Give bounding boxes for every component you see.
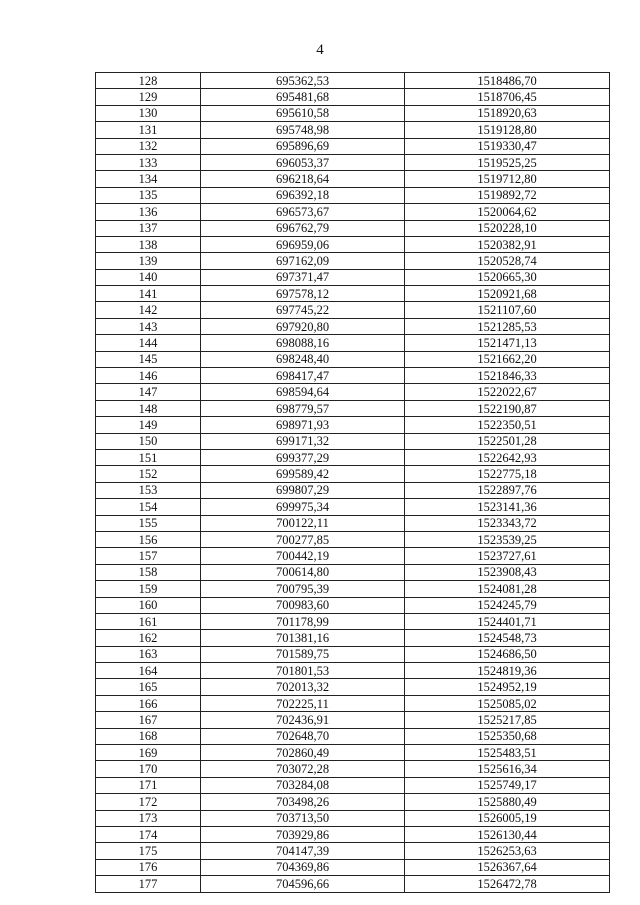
y-coordinate-cell: 1521662,20	[405, 351, 610, 367]
x-coordinate-cell: 696218,64	[201, 171, 405, 187]
table-row	[96, 761, 610, 777]
x-coordinate-cell: 698088,16	[201, 335, 405, 351]
point-number-cell: 136	[96, 204, 201, 220]
y-coordinate-cell: 1526253,63	[405, 843, 610, 859]
table-row	[96, 712, 610, 728]
table-row	[96, 73, 610, 89]
table-row	[96, 236, 610, 252]
point-number-cell: 138	[96, 236, 201, 252]
table-row	[96, 810, 610, 826]
point-number-cell: 140	[96, 269, 201, 285]
x-coordinate-cell: 699589,42	[201, 466, 405, 482]
y-coordinate-cell: 1520921,68	[405, 286, 610, 302]
y-coordinate-cell: 1520228,10	[405, 220, 610, 236]
point-number-cell: 149	[96, 417, 201, 433]
coordinates-table	[95, 72, 610, 893]
x-coordinate-cell: 701589,75	[201, 646, 405, 662]
x-coordinate-cell: 703929,86	[201, 826, 405, 842]
y-coordinate-cell: 1520528,74	[405, 253, 610, 269]
point-number-cell: 150	[96, 433, 201, 449]
x-coordinate-cell: 703072,28	[201, 761, 405, 777]
point-number-cell: 146	[96, 368, 201, 384]
x-coordinate-cell: 702860,49	[201, 745, 405, 761]
table-row	[96, 597, 610, 613]
point-number-cell: 164	[96, 663, 201, 679]
point-number-cell: 168	[96, 728, 201, 744]
table-row	[96, 89, 610, 105]
table-row	[96, 843, 610, 859]
point-number-cell: 176	[96, 859, 201, 875]
x-coordinate-cell: 700795,39	[201, 581, 405, 597]
point-number-cell: 128	[96, 73, 201, 89]
y-coordinate-cell: 1522775,18	[405, 466, 610, 482]
y-coordinate-cell: 1519712,80	[405, 171, 610, 187]
y-coordinate-cell: 1523539,25	[405, 531, 610, 547]
table-row	[96, 482, 610, 498]
coordinates-table-body	[96, 73, 610, 893]
x-coordinate-cell: 698248,40	[201, 351, 405, 367]
x-coordinate-cell: 703498,26	[201, 794, 405, 810]
table-row	[96, 138, 610, 154]
x-coordinate-cell: 698417,47	[201, 368, 405, 384]
x-coordinate-cell: 699975,34	[201, 499, 405, 515]
point-number-cell: 177	[96, 876, 201, 892]
table-row	[96, 105, 610, 121]
y-coordinate-cell: 1523727,61	[405, 548, 610, 564]
x-coordinate-cell: 704369,86	[201, 859, 405, 875]
page-number: 4	[316, 42, 324, 58]
table-row	[96, 515, 610, 531]
point-number-cell: 169	[96, 745, 201, 761]
y-coordinate-cell: 1524548,73	[405, 630, 610, 646]
y-coordinate-cell: 1525217,85	[405, 712, 610, 728]
table-row	[96, 794, 610, 810]
table-row	[96, 154, 610, 170]
point-number-cell: 147	[96, 384, 201, 400]
point-number-cell: 144	[96, 335, 201, 351]
x-coordinate-cell: 700442,19	[201, 548, 405, 564]
table-row	[96, 187, 610, 203]
point-number-cell: 151	[96, 449, 201, 465]
y-coordinate-cell: 1518706,45	[405, 89, 610, 105]
y-coordinate-cell: 1521285,53	[405, 318, 610, 334]
point-number-cell: 130	[96, 105, 201, 121]
x-coordinate-cell: 695748,98	[201, 122, 405, 138]
x-coordinate-cell: 704596,66	[201, 876, 405, 892]
point-number-cell: 143	[96, 318, 201, 334]
y-coordinate-cell: 1519330,47	[405, 138, 610, 154]
y-coordinate-cell: 1524081,28	[405, 581, 610, 597]
y-coordinate-cell: 1520665,30	[405, 269, 610, 285]
point-number-cell: 167	[96, 712, 201, 728]
table-row	[96, 777, 610, 793]
y-coordinate-cell: 1523141,36	[405, 499, 610, 515]
table-row	[96, 384, 610, 400]
y-coordinate-cell: 1526005,19	[405, 810, 610, 826]
point-number-cell: 173	[96, 810, 201, 826]
table-row	[96, 859, 610, 875]
x-coordinate-cell: 697162,09	[201, 253, 405, 269]
table-row	[96, 564, 610, 580]
x-coordinate-cell: 700277,85	[201, 531, 405, 547]
x-coordinate-cell: 696762,79	[201, 220, 405, 236]
y-coordinate-cell: 1519892,72	[405, 187, 610, 203]
table-row	[96, 499, 610, 515]
x-coordinate-cell: 700122,11	[201, 515, 405, 531]
y-coordinate-cell: 1522642,93	[405, 449, 610, 465]
point-number-cell: 166	[96, 695, 201, 711]
y-coordinate-cell: 1519525,25	[405, 154, 610, 170]
table-row	[96, 335, 610, 351]
y-coordinate-cell: 1526367,64	[405, 859, 610, 875]
table-row	[96, 548, 610, 564]
x-coordinate-cell: 700614,80	[201, 564, 405, 580]
table-row	[96, 466, 610, 482]
x-coordinate-cell: 695362,53	[201, 73, 405, 89]
x-coordinate-cell: 695896,69	[201, 138, 405, 154]
point-number-cell: 139	[96, 253, 201, 269]
table-row	[96, 449, 610, 465]
table-row	[96, 302, 610, 318]
x-coordinate-cell: 698971,93	[201, 417, 405, 433]
y-coordinate-cell: 1524245,79	[405, 597, 610, 613]
table-row	[96, 745, 610, 761]
x-coordinate-cell: 696053,37	[201, 154, 405, 170]
point-number-cell: 165	[96, 679, 201, 695]
x-coordinate-cell: 697745,22	[201, 302, 405, 318]
table-row	[96, 122, 610, 138]
y-coordinate-cell: 1525749,17	[405, 777, 610, 793]
point-number-cell: 155	[96, 515, 201, 531]
table-row	[96, 679, 610, 695]
point-number-cell: 159	[96, 581, 201, 597]
table-row	[96, 417, 610, 433]
x-coordinate-cell: 702013,32	[201, 679, 405, 695]
y-coordinate-cell: 1523343,72	[405, 515, 610, 531]
y-coordinate-cell: 1519128,80	[405, 122, 610, 138]
table-row	[96, 171, 610, 187]
table-row	[96, 204, 610, 220]
x-coordinate-cell: 702648,70	[201, 728, 405, 744]
x-coordinate-cell: 701178,99	[201, 613, 405, 629]
point-number-cell: 162	[96, 630, 201, 646]
y-coordinate-cell: 1524401,71	[405, 613, 610, 629]
x-coordinate-cell: 696392,18	[201, 187, 405, 203]
x-coordinate-cell: 698779,57	[201, 400, 405, 416]
table-row	[96, 318, 610, 334]
y-coordinate-cell: 1521846,33	[405, 368, 610, 384]
x-coordinate-cell: 699807,29	[201, 482, 405, 498]
x-coordinate-cell: 701381,16	[201, 630, 405, 646]
table-row	[96, 630, 610, 646]
point-number-cell: 152	[96, 466, 201, 482]
table-row	[96, 531, 610, 547]
x-coordinate-cell: 703284,08	[201, 777, 405, 793]
y-coordinate-cell: 1524686,50	[405, 646, 610, 662]
y-coordinate-cell: 1518486,70	[405, 73, 610, 89]
y-coordinate-cell: 1524952,19	[405, 679, 610, 695]
table-row	[96, 646, 610, 662]
x-coordinate-cell: 704147,39	[201, 843, 405, 859]
y-coordinate-cell: 1521471,13	[405, 335, 610, 351]
point-number-cell: 142	[96, 302, 201, 318]
point-number-cell: 175	[96, 843, 201, 859]
y-coordinate-cell: 1525483,51	[405, 745, 610, 761]
point-number-cell: 160	[96, 597, 201, 613]
y-coordinate-cell: 1522022,67	[405, 384, 610, 400]
point-number-cell: 163	[96, 646, 201, 662]
point-number-cell: 154	[96, 499, 201, 515]
point-number-cell: 137	[96, 220, 201, 236]
y-coordinate-cell: 1520064,62	[405, 204, 610, 220]
x-coordinate-cell: 702436,91	[201, 712, 405, 728]
table-row	[96, 613, 610, 629]
x-coordinate-cell: 695610,58	[201, 105, 405, 121]
table-row	[96, 826, 610, 842]
point-number-cell: 156	[96, 531, 201, 547]
y-coordinate-cell: 1525880,49	[405, 794, 610, 810]
point-number-cell: 161	[96, 613, 201, 629]
y-coordinate-cell: 1522350,51	[405, 417, 610, 433]
x-coordinate-cell: 697371,47	[201, 269, 405, 285]
table-row	[96, 728, 610, 744]
x-coordinate-cell: 696959,06	[201, 236, 405, 252]
y-coordinate-cell: 1523908,43	[405, 564, 610, 580]
y-coordinate-cell: 1520382,91	[405, 236, 610, 252]
y-coordinate-cell: 1522501,28	[405, 433, 610, 449]
point-number-cell: 135	[96, 187, 201, 203]
y-coordinate-cell: 1524819,36	[405, 663, 610, 679]
y-coordinate-cell: 1526130,44	[405, 826, 610, 842]
table-row	[96, 695, 610, 711]
point-number-cell: 133	[96, 154, 201, 170]
point-number-cell: 132	[96, 138, 201, 154]
x-coordinate-cell: 703713,50	[201, 810, 405, 826]
x-coordinate-cell: 702225,11	[201, 695, 405, 711]
point-number-cell: 171	[96, 777, 201, 793]
x-coordinate-cell: 697920,80	[201, 318, 405, 334]
table-row	[96, 286, 610, 302]
table-row	[96, 400, 610, 416]
x-coordinate-cell: 697578,12	[201, 286, 405, 302]
x-coordinate-cell: 699377,29	[201, 449, 405, 465]
table-row	[96, 269, 610, 285]
point-number-cell: 157	[96, 548, 201, 564]
table-row	[96, 351, 610, 367]
y-coordinate-cell: 1525350,68	[405, 728, 610, 744]
point-number-cell: 174	[96, 826, 201, 842]
y-coordinate-cell: 1522190,87	[405, 400, 610, 416]
table-row	[96, 581, 610, 597]
x-coordinate-cell: 699171,32	[201, 433, 405, 449]
y-coordinate-cell: 1526472,78	[405, 876, 610, 892]
x-coordinate-cell: 696573,67	[201, 204, 405, 220]
point-number-cell: 158	[96, 564, 201, 580]
point-number-cell: 134	[96, 171, 201, 187]
table-row	[96, 876, 610, 892]
x-coordinate-cell: 695481,68	[201, 89, 405, 105]
point-number-cell: 131	[96, 122, 201, 138]
y-coordinate-cell: 1518920,63	[405, 105, 610, 121]
point-number-cell: 145	[96, 351, 201, 367]
point-number-cell: 141	[96, 286, 201, 302]
y-coordinate-cell: 1521107,60	[405, 302, 610, 318]
table-row	[96, 433, 610, 449]
point-number-cell: 172	[96, 794, 201, 810]
y-coordinate-cell: 1522897,76	[405, 482, 610, 498]
x-coordinate-cell: 698594,64	[201, 384, 405, 400]
table-row	[96, 220, 610, 236]
table-row	[96, 253, 610, 269]
y-coordinate-cell: 1525085,02	[405, 695, 610, 711]
table-row	[96, 663, 610, 679]
x-coordinate-cell: 700983,60	[201, 597, 405, 613]
point-number-cell: 148	[96, 400, 201, 416]
point-number-cell: 153	[96, 482, 201, 498]
y-coordinate-cell: 1525616,34	[405, 761, 610, 777]
point-number-cell: 129	[96, 89, 201, 105]
x-coordinate-cell: 701801,53	[201, 663, 405, 679]
table-row	[96, 368, 610, 384]
point-number-cell: 170	[96, 761, 201, 777]
